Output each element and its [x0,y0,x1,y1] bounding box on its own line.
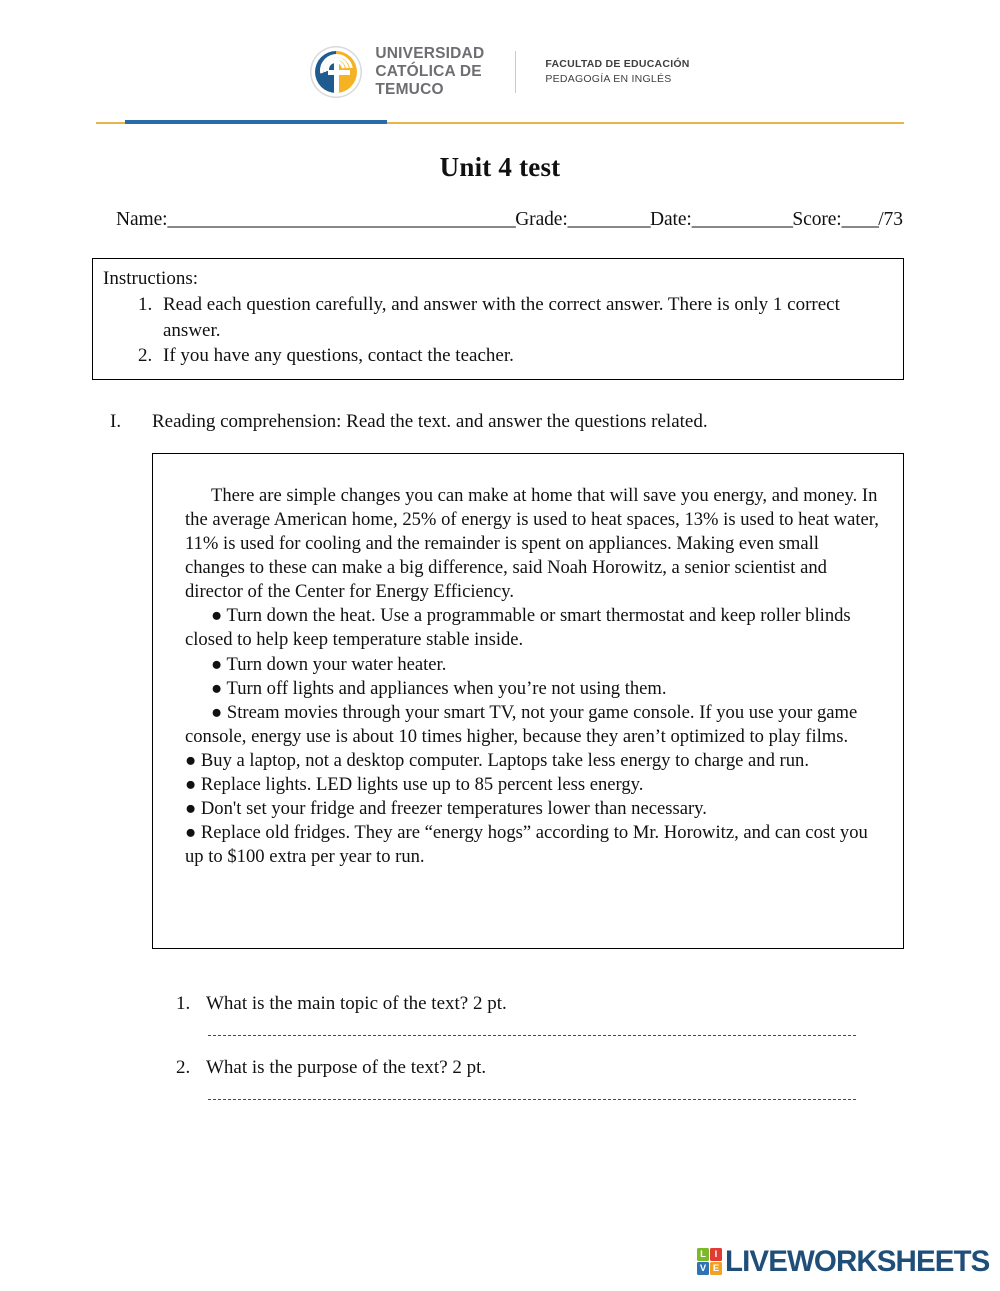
answer-blank-line[interactable] [208,1098,856,1100]
header-rule-blue [125,120,387,124]
reading-passage-box [152,453,904,949]
instruction-item: 2. If you have any questions, contact the teacher. [157,343,891,368]
question-text: What is the main topic of the text? 2 pt. [206,993,507,1014]
question-spacer [176,1036,906,1057]
live-tile-e: E [710,1262,722,1275]
document-header [96,28,904,132]
grade-label: Grade: [515,209,568,230]
reading-passage-body [185,484,881,869]
name-blank[interactable]: ______________________________________ [167,209,516,230]
instructions-list [103,292,891,368]
score-label: Score: [792,209,842,230]
date-blank[interactable]: ___________ [691,209,793,230]
question-text: What is the purpose of the text? 2 pt. [206,1057,487,1078]
header-logo-row [96,28,904,116]
reading-paragraph: There are simple changes you can make at home that will save you energy, and money. In the average American home, 25% of energy is used to heat spaces, 13% is used to heat water, 11% is used for cooling and the remainder is spent on appliances. Making even small changes to these can make a big difference, said Noah Horowitz, a senior scientist and director of the Center for Energy Efficiency. [185,485,879,603]
grade-blank[interactable]: _________ [567,209,651,230]
live-tiles-icon [697,1248,722,1275]
section-one-text: Reading comprehension: Read the text. and answer the questions related. [152,411,708,432]
header-rule [96,120,904,125]
page-title: Unit 4 test [439,152,561,182]
institution-logo-block [310,45,689,99]
section-one-heading [110,411,910,433]
questions-section [176,993,906,1100]
reading-bullet: ● Turn down the heat. Use a programmable or smart thermostat and keep roller blinds closed to help keep temperature stable inside. [185,605,851,651]
university-name [375,45,484,99]
faculty-name [545,57,689,87]
reading-bullet: ● Buy a laptop, not a desktop computer. Laptops take less energy to charge and run. [185,749,809,771]
date-label: Date: [650,209,692,230]
student-info-line [116,209,903,231]
liveworksheets-wordmark: LIVEWORKSHEETS [725,1245,990,1278]
faculty-line-1: FACULTAD DE EDUCACIÓN [545,57,690,70]
logo-cross-horizontal [328,70,350,75]
reading-bullet: ● Don't set your fridge and freezer temperatures lower than necessary. [185,798,707,820]
logo-disc [315,51,357,93]
reading-bullet: ● Replace old fridges. They are “energy hogs” according to Mr. Horowitz, and can cost you up to $100 extra per year to run. [185,822,868,868]
reading-bullet: ● Turn off lights and appliances when you’re not using them. [211,677,667,699]
question-number: 1. [176,993,191,1014]
instructions-heading: Instructions: [103,268,198,289]
university-name-line-3: TEMUCO [375,80,444,98]
faculty-line-2: PEDAGOGÍA EN INGLÉS [545,73,672,85]
score-blank[interactable]: ____ [841,209,879,230]
reading-bullet: ● Stream movies through your smart TV, not your game console. If you use your game console, energy use is about 10 times higher, because they aren’t optimized to play films. [185,701,858,747]
question-item [176,993,906,1015]
logo-cross-vertical [334,58,339,93]
instructions-box [92,258,904,380]
uct-circle-logo-icon [310,46,362,98]
header-vertical-divider [515,51,516,93]
liveworksheets-footer-logo [697,1247,989,1277]
reading-bullet: ● Replace lights. LED lights use up to 85 percent less energy. [185,773,644,795]
reading-bullet: ● Turn down your water heater. [211,653,447,675]
university-name-line-1: UNIVERSIDAD [375,45,485,63]
section-one-numeral: I. [110,411,122,432]
score-total: /73 [878,209,903,230]
question-item [176,1057,906,1079]
live-tile-l: L [697,1248,709,1261]
live-tile-v: V [697,1262,709,1275]
university-name-line-2: CATÓLICA DE [375,63,482,81]
question-number: 2. [176,1057,191,1078]
instruction-item: 1. Read each question carefully, and answer with the correct answer. There is only 1 correct answer. [157,292,891,343]
live-tile-i: I [710,1248,722,1261]
name-label: Name: [116,209,168,230]
